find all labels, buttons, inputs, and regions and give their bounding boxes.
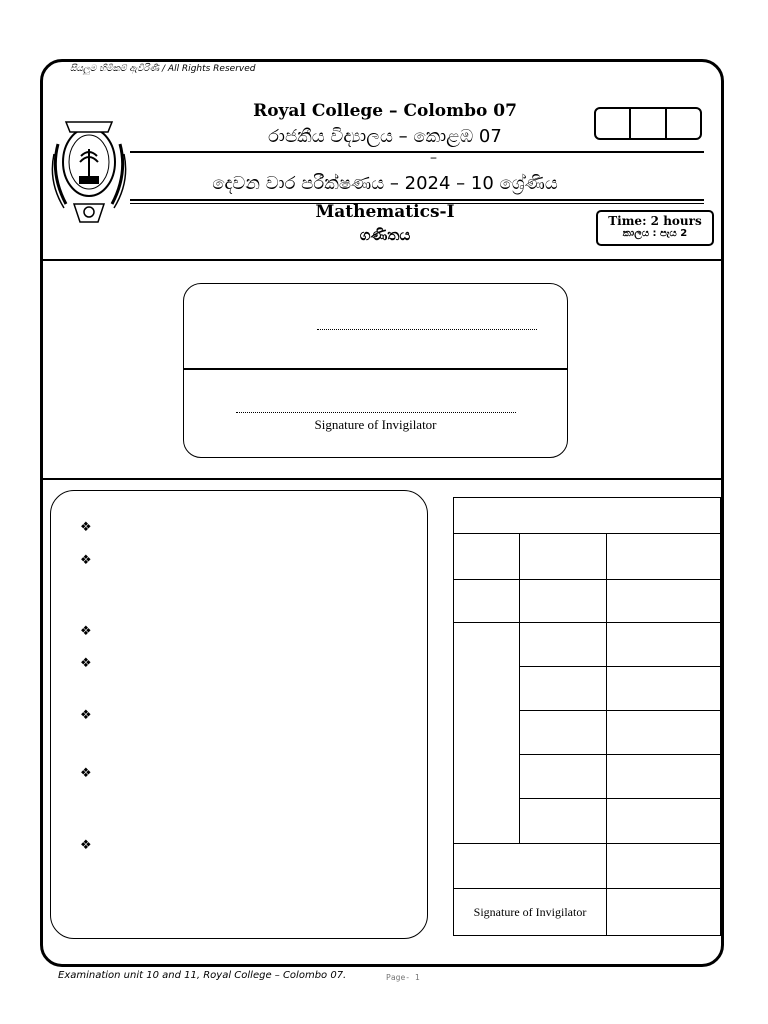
- instruction-bullet: ❖: [80, 838, 92, 853]
- table-cell[interactable]: [606, 798, 721, 844]
- table-cell[interactable]: [606, 579, 721, 623]
- table-cell-merged: [453, 622, 520, 844]
- box-divider: [184, 368, 567, 370]
- subject-title-sinhala: ගණිතය: [359, 226, 411, 244]
- signature-dotted-line[interactable]: [236, 412, 516, 413]
- table-cell: [606, 533, 721, 580]
- exam-title: දෙවන වාර පරීක්ෂණය – 2024 – 10 ශ්‍රේණිය: [212, 173, 558, 194]
- copyright-notice: සියලුම හිමිකම් ඇවිරිණි / All Rights Reserved: [70, 64, 256, 74]
- table-cell[interactable]: [606, 622, 721, 667]
- table-cell[interactable]: [606, 666, 721, 711]
- time-allowed-sinhala: කාලය : පැය 2: [622, 228, 688, 239]
- table-cell[interactable]: [606, 710, 721, 755]
- school-crest-logo: [46, 104, 132, 228]
- table-cell: [519, 754, 607, 799]
- footer-text: Examination unit 10 and 11, Royal College – Colombo 07.: [58, 970, 347, 981]
- section-divider: [42, 259, 722, 261]
- page-number: Page- 1: [386, 973, 420, 982]
- table-cell[interactable]: [606, 754, 721, 799]
- table-cell: [519, 710, 607, 755]
- invigilator-signature-field[interactable]: [606, 888, 721, 936]
- table-cell: [519, 798, 607, 844]
- table-cell: [453, 579, 520, 623]
- time-allowed: Time: 2 hours: [608, 214, 702, 228]
- header-rule: [130, 151, 704, 153]
- index-number-box[interactable]: [594, 107, 702, 140]
- invigilator-signature-label: Signature of Invigilator: [314, 417, 437, 432]
- table-cell: [519, 579, 607, 623]
- table-cell[interactable]: [606, 843, 721, 889]
- header-rule: [130, 199, 704, 201]
- subject-title: Mathematics-I: [315, 202, 455, 222]
- instruction-bullet: ❖: [80, 553, 92, 568]
- name-dotted-line[interactable]: [317, 329, 537, 330]
- table-cell: [519, 666, 607, 711]
- school-name-sinhala: රාජකීය විද්‍යාලය – කොළඹ 07: [268, 126, 502, 147]
- time-box: [596, 210, 714, 246]
- school-name-english: Royal College – Colombo 07: [253, 101, 517, 121]
- invigilator-signature-cell: Signature of Invigilator: [453, 888, 607, 936]
- instruction-bullet: ❖: [80, 520, 92, 535]
- instruction-bullet: ❖: [80, 766, 92, 781]
- instruction-bullet: ❖: [80, 656, 92, 671]
- index-cell[interactable]: [665, 109, 700, 138]
- instruction-bullet: ❖: [80, 624, 92, 639]
- table-cell: [453, 843, 607, 889]
- table-header-cell: [453, 497, 721, 534]
- header-dash: –: [430, 150, 437, 166]
- table-cell: [453, 533, 520, 580]
- table-cell: [519, 622, 607, 667]
- section-divider: [42, 478, 722, 480]
- table-cell: [519, 533, 607, 580]
- candidate-details-box: [183, 283, 568, 458]
- index-cell[interactable]: [596, 109, 629, 138]
- instructions-box: [50, 490, 428, 939]
- instruction-bullet: ❖: [80, 708, 92, 723]
- index-cell[interactable]: [629, 109, 664, 138]
- marks-table: [453, 497, 721, 936]
